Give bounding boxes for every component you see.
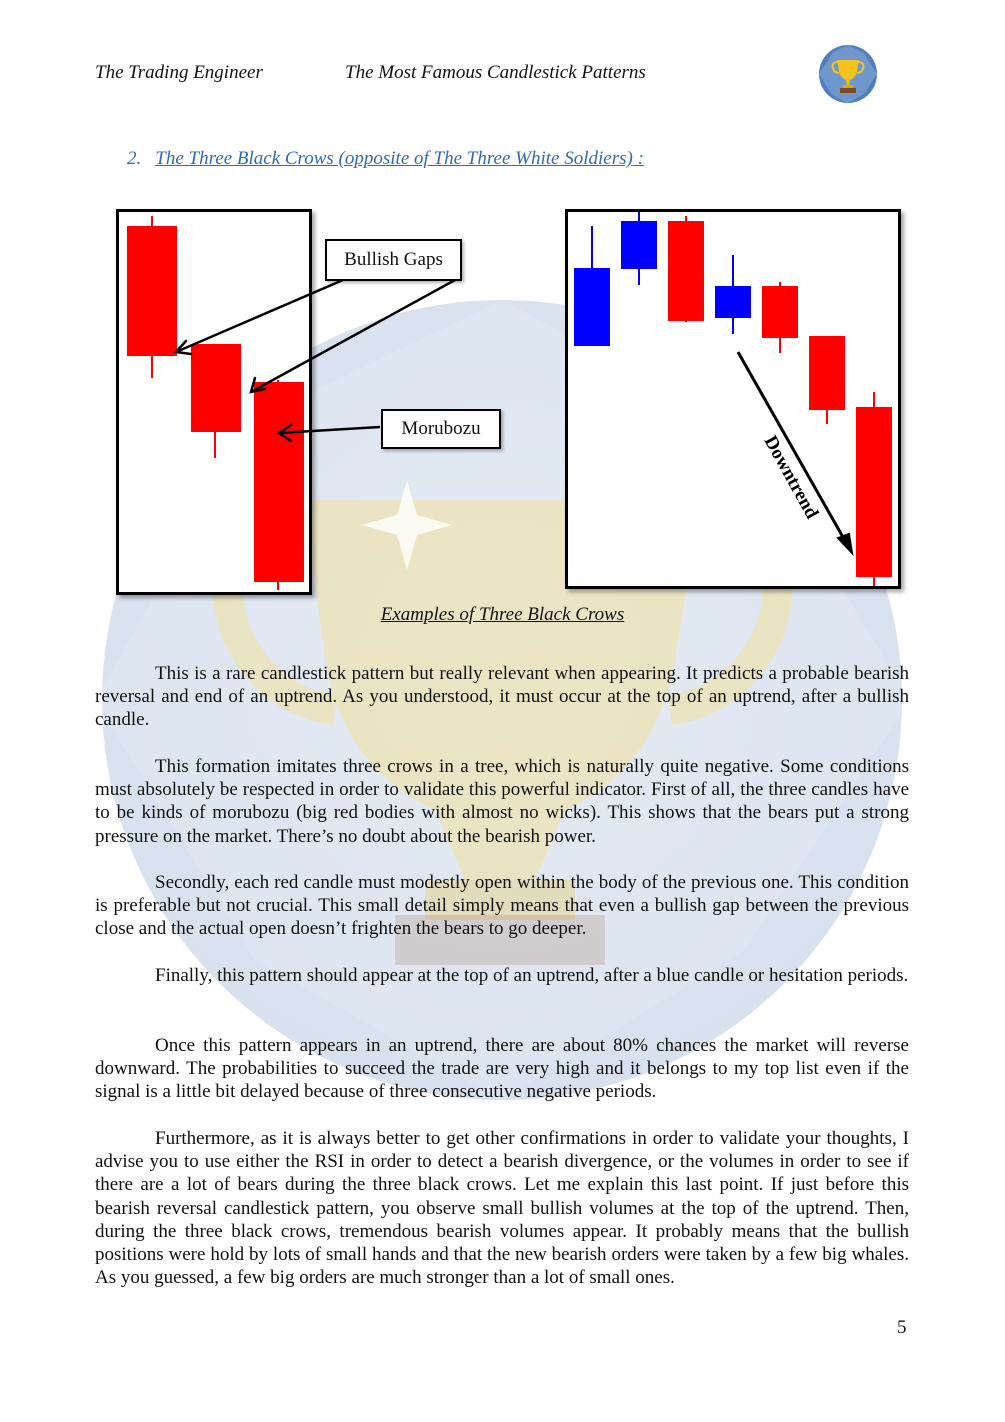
candle-2-body bbox=[621, 221, 657, 269]
crow-3-body bbox=[254, 382, 304, 582]
header-book-title: The Trading Engineer bbox=[95, 62, 263, 83]
paragraph-2: This formation imitates three crows in a tree, which is naturally quite negative. Some conditions must absolutely be respected in order to validate this powerful indicator. First of all, the three candles have to be kinds of morubozu (big red bodies with almost no wicks). This shows that the bears put a strong pressure on the market. There’s no doubt about the bearish power. bbox=[95, 756, 909, 847]
downtrend-example-chart bbox=[565, 209, 901, 589]
candle-3-body bbox=[668, 221, 704, 321]
paragraph-6: Furthermore, as it is always better to get other confirmations in order to validate your thoughts, I advise you to use either the RSI in order to detect a bearish divergence, or the volumes in order to see if there are a lot of bears during the three black crows. Let me explain this last point. If just before this bearish reversal candlestick pattern, you observe small bullish volumes at the top of the uptrend. Then, during the three black crows, tremendous bearish volumes appear. It probably means that the bullish positions were hold by lots of small hands and that the new bearish orders were taken by a few big whales. As you guessed, a few big orders are much stronger than a lot of small ones. bbox=[95, 1128, 909, 1289]
figure-caption: Examples of Three Black Crows bbox=[380, 604, 625, 625]
three-crows-closeup-chart bbox=[116, 209, 312, 595]
section-number: 2. bbox=[127, 148, 142, 169]
candle-5-body bbox=[762, 286, 798, 338]
bullish-gaps-callout: Bullish Gaps bbox=[325, 239, 462, 281]
header-chapter-title: The Most Famous Candlestick Patterns bbox=[345, 62, 646, 83]
crow-2-body bbox=[191, 344, 241, 432]
crow-1-body bbox=[127, 226, 177, 356]
paragraph-5: Once this pattern appears in an uptrend, there are about 80% chances the market will reverse downward. The probabilities to succeed the trade are very high and it belongs to my top list even if the signal is a little bit delayed because of three consecutive negative periods. bbox=[95, 1035, 909, 1103]
trophy-icon bbox=[818, 44, 878, 104]
morubozu-callout: Morubozu bbox=[381, 409, 501, 449]
downtrend-label: Downtrend bbox=[759, 432, 823, 523]
paragraph-1: This is a rare candlestick pattern but really relevant when appearing. It predicts a probable bearish reversal and end of an uptrend. As you understood, it must occur at the top of an uptrend, after a bullish candle. bbox=[95, 663, 909, 731]
section-title-link[interactable]: The Three Black Crows (opposite of The Three White Soldiers) : bbox=[155, 148, 644, 169]
paragraph-3: Secondly, each red candle must modestly open within the body of the previous one. This condition is preferable but not crucial. This small detail simply means that even a bullish gap between the previous close and the actual open doesn’t frighten the bears to go deeper. bbox=[95, 872, 909, 940]
candle-6-body bbox=[809, 336, 845, 410]
paragraph-4: Finally, this pattern should appear at the top of an uptrend, after a blue candle or hesitation periods. bbox=[155, 965, 909, 986]
section-heading bbox=[127, 148, 644, 170]
page-number: 5 bbox=[897, 1317, 907, 1338]
candle-4-body bbox=[715, 286, 751, 318]
candle-7-body bbox=[856, 407, 892, 577]
candle-1-body bbox=[574, 268, 610, 346]
